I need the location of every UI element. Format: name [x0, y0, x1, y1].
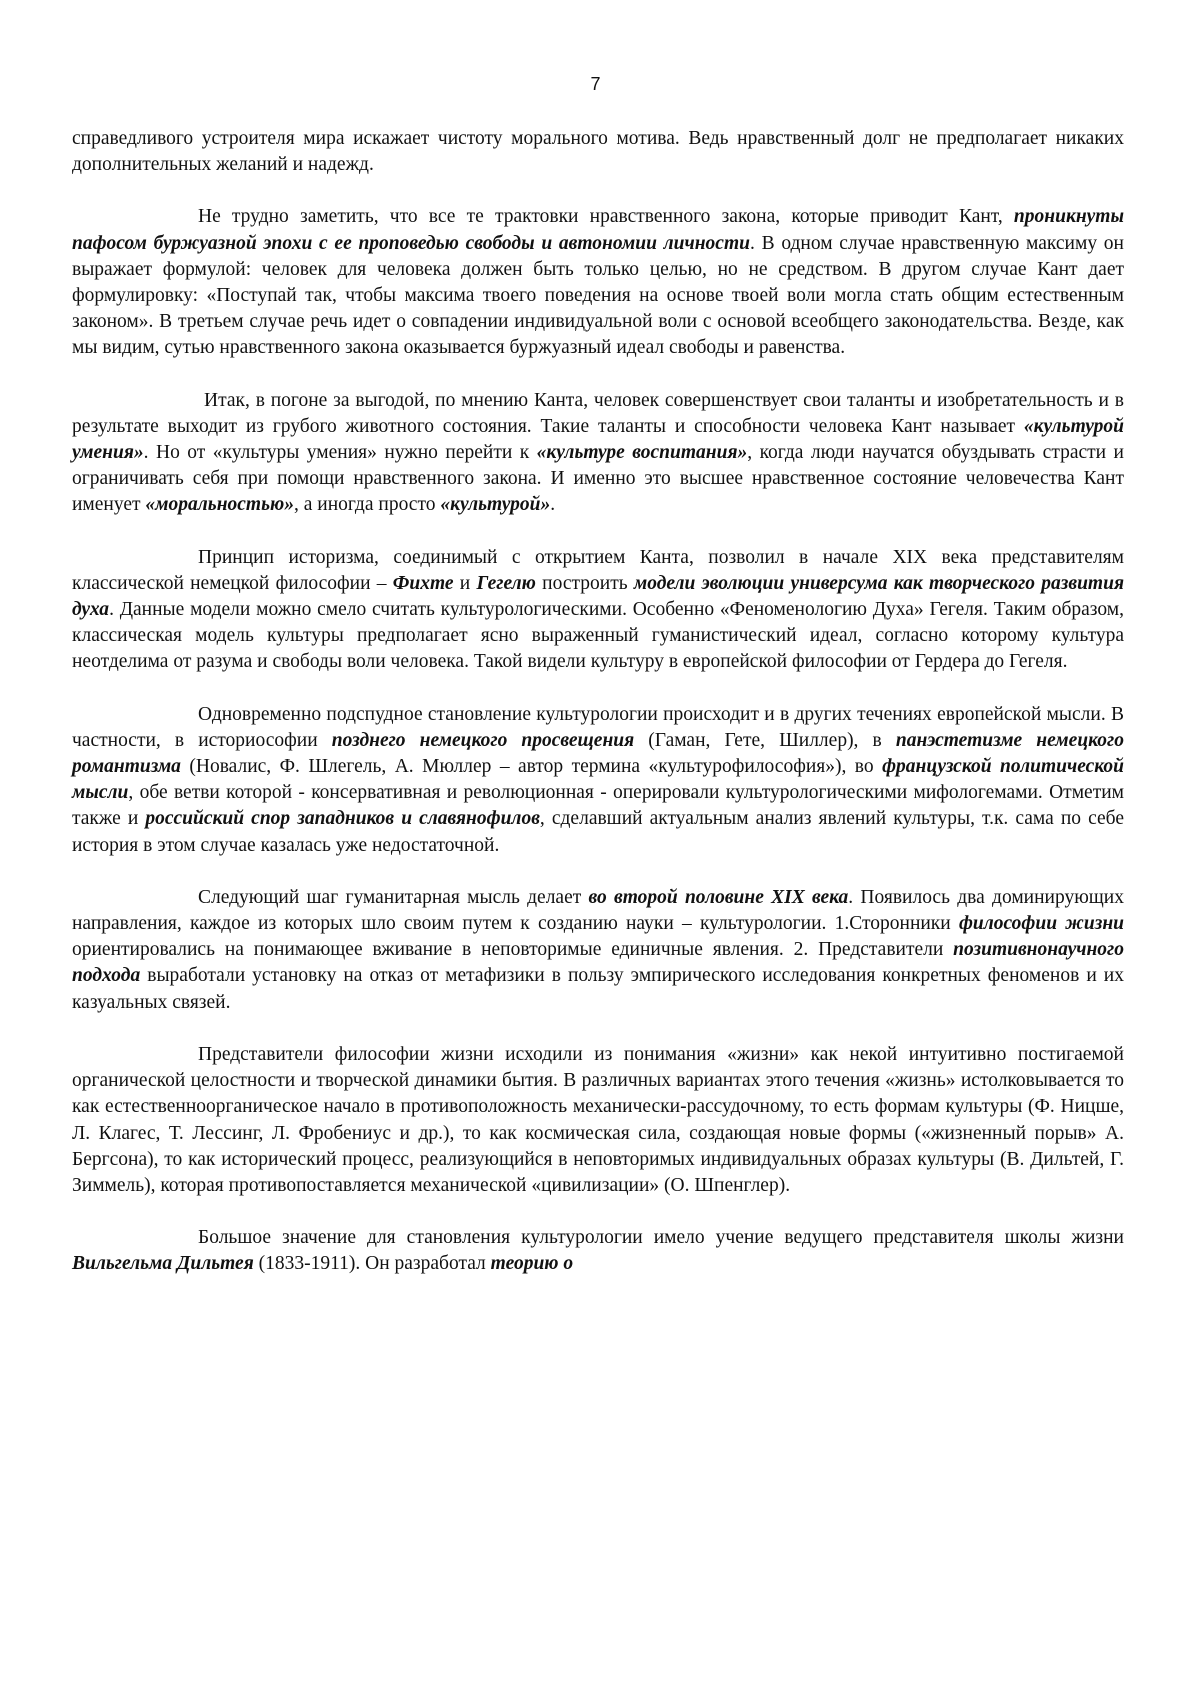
text-run: , когда люди научатся обуздывать страсти и ограничивать себя при помощи нравственного закона. И именно это высшее нравственное состояние человечества Кант именует	[72, 442, 1124, 516]
text-run: . Данные модели можно смело считать культурологическими. Особенно «Феноменологию Духа» Гегеля. Таким образом, классическая модель культуры предполагает ясно выраженный гуманистический идеал, согласно которому культура неотделима от разума и свободы воли человека. Такой видели культуру в европейской философии от Гердера до Гегеля.	[72, 599, 1124, 673]
text-run: (1833-1911). Он разработал	[253, 1253, 491, 1275]
emphasized-phrase: панэстетизме немецкого романтизма	[72, 729, 1125, 778]
text-run: , обе ветви которой - консервативная и революционная - оперировали культурологическими мифологемами. Отметим также и	[72, 782, 1124, 830]
text-run: . Но от «культуры умения» нужно перейти к	[143, 442, 537, 464]
text-run: .	[550, 494, 556, 516]
text-run: Принцип историзма, соединимый с открытием Канта, позволил в начале XIX века представителям классической немецкой философии –	[72, 546, 1124, 594]
emphasized-phrase: теорию о	[490, 1253, 574, 1275]
text-run: , а иногда просто	[294, 494, 441, 516]
text-run: Одновременно подспудное становление культурологии происходит и в других течениях европейской мысли. В частности, в историософии	[72, 703, 1124, 751]
emphasized-phrase: Фихте	[392, 572, 454, 594]
text-run: выработали установку на отказ от метафизики в пользу эмпирического исследования конкретных феноменов и их казуальных связей.	[72, 965, 1124, 1013]
emphasized-phrase: «моральностью»	[145, 494, 294, 516]
emphasized-phrase: российский спор западников и славянофилов	[145, 808, 540, 830]
emphasized-phrase: «культуре воспитания»	[536, 442, 748, 464]
text-run: и	[453, 572, 477, 594]
paragraph	[72, 702, 1124, 859]
text-run: ориентировались на понимающее вживание в неповторимые единичные явления. 2. Представители	[72, 939, 954, 961]
text-run: , сделавший актуальным анализ явлений культуры, т.к. сама по себе история в этом случае казалась уже недостаточной.	[72, 808, 1124, 856]
text-run: Не трудно заметить, что все те трактовки нравственного закона, которые приводит Кант,	[198, 206, 1014, 228]
text-run: Итак, в погоне за выгодой, по мнению Канта, человек совершенствует свои таланты и изобретательность и в результате выходит из грубого животного состояния. Такие таланты и способности человека Кант называет	[72, 389, 1124, 437]
emphasized-phrase: проникнуты пафосом буржуазной эпохи с ее проповедью свободы и автономии личности	[72, 206, 1124, 254]
paragraph	[72, 204, 1124, 361]
text-run: Большое значение для становления культурологии имело учение ведущего представителя школы жизни	[198, 1227, 1124, 1249]
emphasized-phrase: философии жизни	[958, 913, 1124, 935]
text-run: справедливого устроителя мира искажает чистоту морального мотива. Ведь нравственный долг не предполагает никаких дополнительных желаний и надежд.	[72, 128, 1124, 176]
emphasized-phrase: «культурой умения»	[72, 415, 1124, 464]
page-number: 7	[590, 74, 601, 94]
text-run: построить	[535, 572, 634, 594]
emphasized-phrase: «культурой»	[440, 494, 551, 516]
text-run: . Появилось два доминирующих направления, каждое из которых шло своим путем к созданию науки – культурологии. 1.Сторонники	[72, 886, 1124, 935]
paragraph	[72, 885, 1124, 1016]
paragraph	[72, 388, 1124, 519]
text-run: Представители философии жизни исходили из понимания «жизни» как некой интуитивно постигаемой органической целостности и творческой динамики бытия. В различных вариантах этого течения «жизнь» истолковывается то как естественноорганическое начало в противоположность механически-рассудочному, то есть формам культуры (Ф. Ницше, Л. Клагес, Т. Лессинг, Л. Фробениус и др.), то как космическая сила, создающая новые формы («жизненный порыв» А. Бергсона), то как исторический процесс, реализующийся в неповторимых индивидуальных образах культуры (В. Дильтей, Г. Зиммель), которая противопоставляется механической «цивилизации» (О. Шпенглер).	[72, 1043, 1124, 1196]
emphasized-phrase: Гегелю	[476, 572, 536, 594]
emphasized-phrase: позитивнонаучного подхода	[72, 939, 1124, 987]
emphasized-phrase: позднего немецкого просвещения	[331, 729, 635, 751]
paragraph	[72, 1225, 1124, 1277]
emphasized-phrase: модели эволюции универсума как творческого развития духа	[72, 572, 1124, 621]
paragraph	[72, 1042, 1124, 1199]
text-run: Следующий шаг гуманитарная мысль делает	[198, 886, 589, 908]
text-run: (Гаман, Гете, Шиллер), в	[634, 729, 896, 751]
paragraph	[72, 545, 1124, 676]
emphasized-phrase: французской политической мысли	[72, 756, 1125, 804]
paragraph	[72, 126, 1124, 178]
text-run: (Новалис, Ф. Шлегель, А. Мюллер – автор термина «культурофилософия»), во	[180, 756, 883, 778]
text-run: . В одном случае нравственную максиму он выражает формулой: человек для человека должен быть только целью, но не средством. В другом случае Кант дает формулировку: «Поступай так, чтобы максима твоего поведения на основе твоей воли могла стать общим естественным законом». В третьем случае речь идет о совпадении индивидуальной воли с основой всеобщего законодательства. Везде, как мы видим, сутью нравственного закона оказывается буржуазный идеал свободы и равенства.	[72, 232, 1124, 359]
page-body	[72, 126, 1124, 1278]
emphasized-phrase: Вильгельма Дильтея	[72, 1253, 254, 1275]
emphasized-phrase: во второй половине XIX века	[588, 886, 849, 908]
